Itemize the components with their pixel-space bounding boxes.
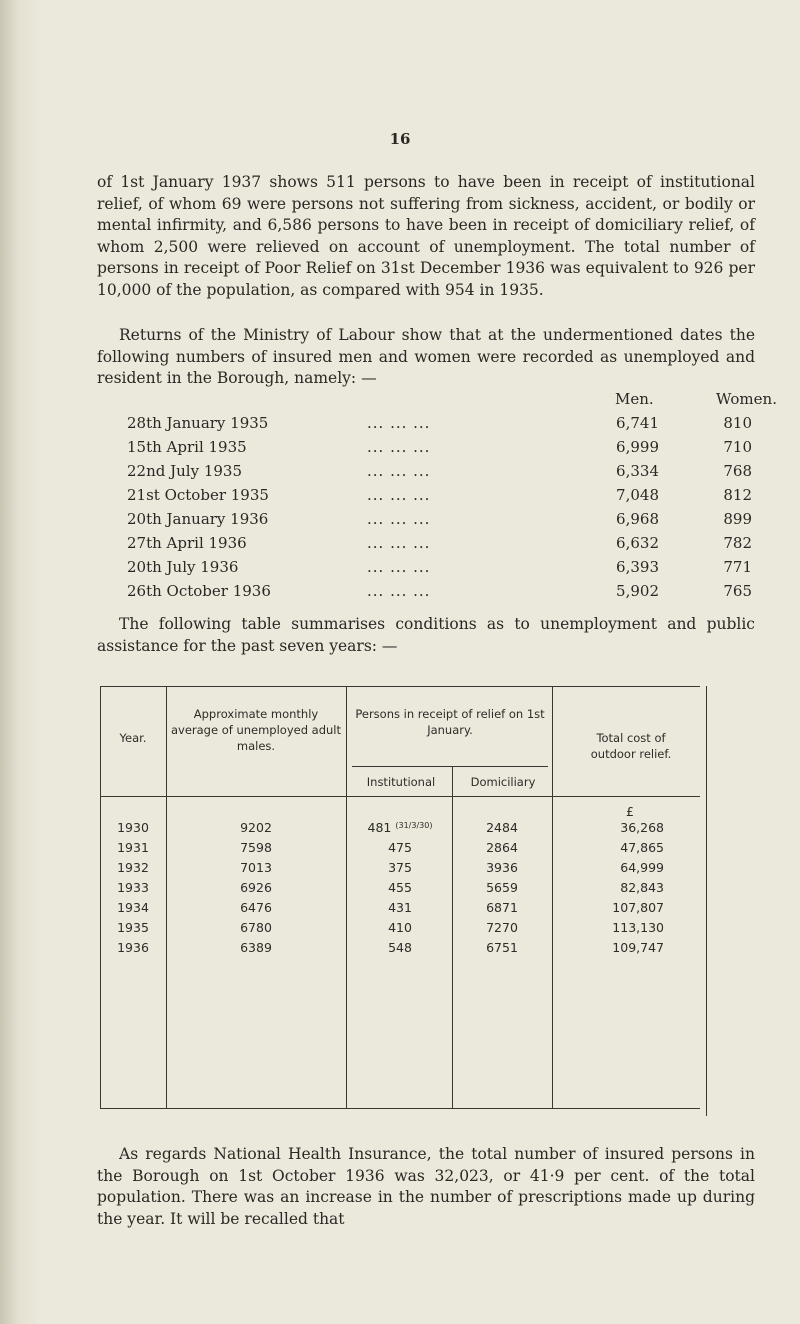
cell-domiciliary: 5659: [486, 880, 518, 895]
paragraph-table-intro: The following table summarises conditions as to unemployment and public assistance for the past seven years: —: [97, 615, 755, 655]
cell-institutional: 375: [388, 860, 412, 875]
cell-domiciliary: 7270: [486, 920, 518, 935]
cell-domiciliary: 3936: [486, 860, 518, 875]
cell-average: 6476: [240, 900, 272, 915]
unemployment-row: [0, 438, 800, 460]
cell-cost: 47,865: [620, 840, 664, 855]
header-cost: Total cost of outdoor relief.: [590, 731, 672, 761]
table-top-rule: [100, 686, 700, 687]
table-header-rule: [100, 796, 700, 797]
header-average: Approximate monthly average of unemployed adult males.: [170, 707, 342, 753]
unemployment-men: 6,393: [616, 558, 659, 576]
cell-institutional: 431: [388, 900, 412, 915]
cell-year: 1930: [117, 820, 149, 835]
cell-year: 1933: [117, 880, 149, 895]
cell-average: 6389: [240, 940, 272, 955]
unemployment-date: 21st October 1935: [127, 486, 269, 504]
leader-dots: ... ... ...: [367, 510, 431, 528]
unemployment-date: 27th April 1936: [127, 534, 247, 552]
leader-dots: ... ... ...: [367, 414, 431, 432]
unemployment-row: [0, 534, 800, 556]
leader-dots: ... ... ...: [367, 438, 431, 456]
unemployment-women: 771: [723, 558, 752, 576]
unemployment-women: 782: [723, 534, 752, 552]
cell-year: 1936: [117, 940, 149, 955]
unemployment-row: [0, 558, 800, 580]
cell-cost: 113,130: [612, 920, 664, 935]
unemployment-date: 20th January 1936: [127, 510, 269, 528]
currency-symbol: £: [626, 804, 634, 819]
unemployment-women: 812: [723, 486, 752, 504]
cell-institutional: 455: [388, 880, 412, 895]
institutional-value: 481: [367, 820, 392, 835]
paragraph-poor-relief: of 1st January 1937 shows 511 persons to have been in receipt of institutional relief, of whom 69 were persons not suffering from sickness, accident, or bodily or mental infirmity, and 6,586 persons to have been in receipt of domiciliary relief, of whom 2,500 were relieved on account of unemployment. The total number of persons in receipt of Poor Relief on 31st December 1936 was equivalent to 926 per 10,000 of the population, as compared with 954 in 1935.: [97, 173, 755, 299]
unemployment-women: 710: [723, 438, 752, 456]
header-persons: Persons in receipt of relief on 1st January.: [355, 707, 545, 737]
unemployment-date: 20th July 1936: [127, 558, 239, 576]
paragraph-health-insurance: As regards National Health Insurance, the total number of insured persons in the Borough on 1st October 1936 was 32,023, or 41·9 per cent. of the total population. There was an increase in the number of prescriptions made up during the year. It will be recalled that: [97, 1145, 755, 1228]
header-year: Year.: [119, 731, 147, 745]
header-domiciliary: Domiciliary: [470, 775, 536, 789]
table-bottom-rule: [100, 1108, 700, 1109]
cell-average: 9202: [240, 820, 272, 835]
unemployment-men: 6,741: [616, 414, 659, 432]
cell-institutional: 475: [388, 840, 412, 855]
institutional-note: (31/3/30): [395, 821, 433, 830]
table-left-rule: [100, 686, 101, 1108]
column-rule-year: [166, 686, 167, 1108]
cell-average: 7598: [240, 840, 272, 855]
unemployment-row: [0, 462, 800, 484]
unemployment-header-men: Men.: [615, 390, 654, 408]
cell-institutional: 548: [388, 940, 412, 955]
column-rule-domiciliary: [552, 686, 553, 1108]
unemployment-women: 899: [723, 510, 752, 528]
cell-domiciliary: 2864: [486, 840, 518, 855]
cell-institutional: 410: [388, 920, 412, 935]
cell-average: 6780: [240, 920, 272, 935]
paragraph-ministry-returns: Returns of the Ministry of Labour show that at the undermentioned dates the following numbers of insured men and women were recorded as unemployed and resident in the Borough, namely: —: [97, 326, 755, 388]
header-institutional: Institutional: [366, 775, 436, 789]
column-rule-average: [346, 686, 347, 1108]
unemployment-date: 15th April 1935: [127, 438, 247, 456]
unemployment-date: 28th January 1935: [127, 414, 269, 432]
subheader-rule: [352, 766, 548, 767]
cell-year: 1934: [117, 900, 149, 915]
unemployment-row: [0, 486, 800, 508]
unemployment-women: 810: [723, 414, 752, 432]
cell-cost: 82,843: [620, 880, 664, 895]
cell-institutional: [348, 820, 452, 835]
cell-domiciliary: 6751: [486, 940, 518, 955]
unemployment-men: 6,632: [616, 534, 659, 552]
column-rule-institutional: [452, 766, 453, 1108]
cell-domiciliary: 2484: [486, 820, 518, 835]
cell-domiciliary: 6871: [486, 900, 518, 915]
leader-dots: ... ... ...: [367, 582, 431, 600]
cell-cost: 109,747: [612, 940, 664, 955]
cell-cost: 107,807: [612, 900, 664, 915]
leader-dots: ... ... ...: [367, 486, 431, 504]
cell-average: 6926: [240, 880, 272, 895]
unemployment-men: 7,048: [616, 486, 659, 504]
unemployment-row: [0, 414, 800, 436]
unemployment-women: 765: [723, 582, 752, 600]
unemployment-header-women: Women.: [716, 390, 777, 408]
page-number: 16: [389, 130, 411, 148]
cell-cost: 36,268: [620, 820, 664, 835]
unemployment-men: 5,902: [616, 582, 659, 600]
leader-dots: ... ... ...: [367, 462, 431, 480]
cell-cost: 64,999: [620, 860, 664, 875]
unemployment-men: 6,334: [616, 462, 659, 480]
cell-average: 7013: [240, 860, 272, 875]
cell-year: 1931: [117, 840, 149, 855]
cell-year: 1932: [117, 860, 149, 875]
leader-dots: ... ... ...: [367, 558, 431, 576]
table-right-rule: [706, 686, 707, 1116]
unemployment-men: 6,968: [616, 510, 659, 528]
unemployment-row: [0, 510, 800, 532]
leader-dots: ... ... ...: [367, 534, 431, 552]
unemployment-date: 26th October 1936: [127, 582, 271, 600]
unemployment-men: 6,999: [616, 438, 659, 456]
unemployment-row: [0, 582, 800, 604]
unemployment-women: 768: [723, 462, 752, 480]
cell-year: 1935: [117, 920, 149, 935]
unemployment-date: 22nd July 1935: [127, 462, 243, 480]
